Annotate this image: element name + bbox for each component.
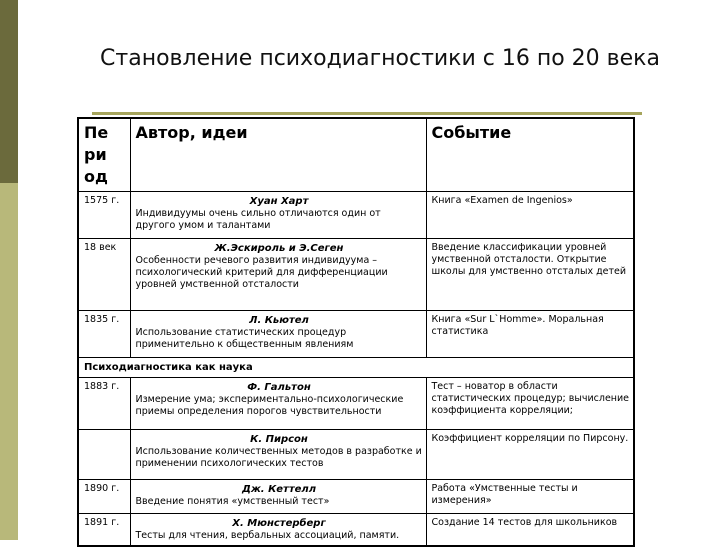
row-author-idea bbox=[130, 480, 426, 514]
left-accent-band-dark bbox=[0, 0, 18, 183]
history-table bbox=[77, 117, 635, 547]
slide-title: Становление психодиагностики с 16 по 20 века bbox=[100, 46, 660, 71]
row-author-idea bbox=[130, 192, 426, 239]
table-row bbox=[78, 480, 634, 514]
row-author-idea bbox=[130, 378, 426, 430]
table-row bbox=[78, 430, 634, 480]
row-author: Ф. Гальтон bbox=[247, 382, 311, 393]
table-header-row bbox=[78, 118, 634, 192]
row-idea: Особенности речевого развития индивидуума – психологический критерий для дифференциации уровней умственной отсталости bbox=[135, 255, 388, 290]
row-period: 18 век bbox=[78, 239, 130, 311]
table-row bbox=[78, 239, 634, 311]
row-idea: Использование количественных методов в разработке и применении психологических тестов bbox=[135, 446, 422, 469]
row-author-idea bbox=[130, 311, 426, 358]
row-period: 1890 г. bbox=[78, 480, 130, 514]
row-event: Работа «Умственные тесты и измерения» bbox=[426, 480, 634, 514]
section-label: Психодиагностика как наука bbox=[78, 358, 634, 378]
row-idea: Введение понятия «умственный тест» bbox=[135, 496, 330, 507]
title-underline bbox=[92, 112, 642, 115]
row-idea: Измерение ума; экспериментально-психологические приемы определения порогов чувствительности bbox=[135, 394, 404, 417]
header-author: Автор, идеи bbox=[130, 118, 426, 192]
row-event: Создание 14 тестов для школьников bbox=[426, 514, 634, 547]
table-row bbox=[78, 514, 634, 547]
row-idea: Тесты для чтения, вербальных ассоциаций, памяти. bbox=[135, 530, 400, 541]
header-period: Пе ри од bbox=[78, 118, 130, 192]
left-accent-band-light bbox=[0, 183, 18, 540]
row-author-idea bbox=[130, 239, 426, 311]
row-event: Тест – новатор в области статистических процедур; вычисление коэффициента корреляции; bbox=[426, 378, 634, 430]
table-row bbox=[78, 192, 634, 239]
row-author: Хуан Харт bbox=[249, 196, 309, 207]
row-author-idea bbox=[130, 514, 426, 547]
row-author: Дж. Кеттелл bbox=[241, 484, 317, 495]
row-period: 1891 г. bbox=[78, 514, 130, 547]
row-event: Книга «Examen de Ingenios» bbox=[426, 192, 634, 239]
row-idea: Использование статистических процедур применительно к общественным явлениям bbox=[135, 327, 354, 350]
row-event: Книга «Sur L`Homme». Моральная статистика bbox=[426, 311, 634, 358]
table-row bbox=[78, 311, 634, 358]
row-author: Х. Мюнстерберг bbox=[232, 518, 326, 529]
header-event: Событие bbox=[426, 118, 634, 192]
table-row bbox=[78, 378, 634, 430]
row-period: 1835 г. bbox=[78, 311, 130, 358]
row-author: К. Пирсон bbox=[250, 434, 308, 445]
row-period bbox=[78, 430, 130, 480]
row-author-idea bbox=[130, 430, 426, 480]
row-period: 1575 г. bbox=[78, 192, 130, 239]
row-event: Введение классификации уровней умственной отсталости. Открытие школы для умственно отсталых детей bbox=[426, 239, 634, 311]
row-period: 1883 г. bbox=[78, 378, 130, 430]
row-author: Ж.Эскироль и Э.Сеген bbox=[214, 243, 344, 254]
section-row bbox=[78, 358, 634, 378]
row-idea: Индивидуумы очень сильно отличаются один от другого умом и талантами bbox=[135, 208, 381, 231]
row-author: Л. Кьютел bbox=[249, 315, 309, 326]
row-event: Коэффициент корреляции по Пирсону. bbox=[426, 430, 634, 480]
